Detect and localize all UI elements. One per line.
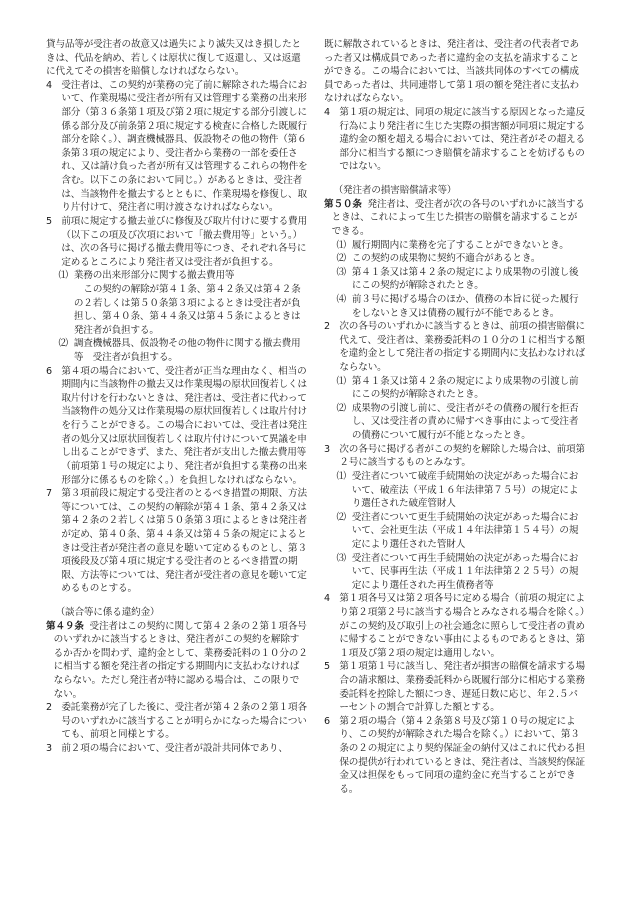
article-50-item-2	[324, 252, 586, 266]
paragraph-text: 第２項の場合（第４２条第８号及び第１０号の規定により、この契約が解除された場合を除く。）において、第３条の２の規定により契約保証金の納付又はこれに代わる担保の提供が行われているときは、発注者は、当該契約保証金又は担保をもって同項の違約金に充当することができる。	[339, 715, 585, 795]
item-number: ⑵	[336, 253, 346, 265]
item-number: ⑵	[336, 402, 346, 414]
paragraph-text: 前２項の場合において、受注者が設計共同体であり、	[61, 743, 288, 755]
article-50-item-3	[324, 266, 586, 293]
item-text: 受注者について破産手続開始の決定があった場合において、破産法（平成１６年法律第７５号）の規定により選任された破産管財人	[351, 470, 579, 510]
paragraph-number: 6	[46, 365, 52, 377]
paragraph-text: 第１項の規定は、同項の規定に該当する原因となった違反行為により発注者に生じた実際の損害額が同項に規定する違約金の額を超える場合においては、発注者がその超える部分に相当する額につき賠償を請求することを妨げるものではない。	[339, 107, 585, 173]
paragraph-number: 4	[46, 79, 52, 91]
item-number: ⑶	[336, 266, 346, 278]
paragraph-6	[46, 365, 308, 487]
article-50-paragraph-6	[324, 715, 586, 797]
item-number: ⑷	[336, 293, 346, 305]
article-number: 第４９条	[46, 620, 84, 632]
right-column	[324, 38, 586, 797]
item-text: 前３号に掲げる場合のほか、債務の本旨に従った履行をしないとき又は債務の履行が不能であるとき。	[351, 293, 579, 319]
article-49-paragraph-2	[46, 701, 308, 742]
paragraph-number: 2	[46, 702, 52, 714]
article-number: 第５０条	[324, 198, 362, 210]
article-50-paragraph-3-item-3	[324, 552, 586, 593]
article-50-heading: （発注者の損害賠償請求等）	[333, 185, 457, 197]
article-50	[324, 198, 586, 239]
article-text: 受注者はこの契約に関して第４２条の２第１項各号のいずれかに該当するときは、発注者がこの契約を解除するか否かを問わず、違約金として、業務委託料の１０分の２に相当する額を発注者の指定する期間内に支払わなければならない。ただし発注者が特に認める場合は、この限りでない。	[53, 620, 308, 700]
item-number: ⑴	[336, 470, 346, 482]
article-50-paragraph-3-item-1	[324, 470, 586, 511]
paragraph-5	[46, 215, 308, 269]
article-50-paragraph-2-item-1	[324, 375, 586, 402]
article-50-paragraph-3-item-2	[324, 511, 586, 552]
item-number: ⑵	[58, 338, 68, 350]
article-50-paragraph-5	[324, 660, 586, 714]
paragraph-text: 第１項第１号に該当し、発注者が損害の賠償を請求する場合の請求額は、業務委託料から既履行部分に相応する業務委託料を控除した額につき、遅延日数に応じ、年２.５パーセントの割合で計算した額とする。	[339, 661, 585, 714]
article-50-item-4	[324, 293, 586, 320]
paragraph-number: 3	[46, 743, 52, 755]
item-number: ⑴	[58, 270, 68, 282]
paragraph-text: 次の各号のいずれかに該当するときは、前項の損害賠償に代えて、受注者は、業務委託料の１０分の１に相当する額を違約金として発注者の指定する期間内に支払わなければならない。	[339, 321, 585, 374]
paragraph-number: 3	[324, 443, 330, 455]
item-text: この契約の成果物に契約不適合があるとき。	[351, 253, 541, 265]
paragraph-5-item-1-detail: この契約の解除が第４１条、第４２条又は第４２条の２若しくは第５０条第３項によるときは受注者が負担し、第４０条、第４４条又は第４５条によるときは発注者が負担する。	[73, 283, 301, 336]
paragraph-number: 6	[324, 715, 330, 727]
item-text: 第４１条又は第４２条の規定により成果物の引渡し前にこの契約が解除されたとき。	[351, 375, 579, 401]
article-49-paragraph-3	[46, 742, 308, 756]
item-text: 履行期間内に業務を完了することができないとき。	[351, 239, 569, 251]
item-number: ⑶	[336, 552, 346, 564]
paragraph-number: 2	[324, 321, 330, 333]
article-49-paragraph-4	[324, 106, 586, 174]
paragraph-7	[46, 487, 308, 596]
item-number: ⑴	[336, 375, 346, 387]
article-50-paragraph-2	[324, 320, 586, 374]
article-text: 発注者は、受注者が次の各号のいずれかに該当するときは、これによって生じた損害の賠償を請求することができる。	[331, 198, 585, 237]
paragraph-text: 受注者は、この契約が業務の完了前に解除された場合において、作業現場に受注者が所有又は管理する業務の出来形部分（第３６条第１項及び第２項に規定する部分引渡しに係る部分及び前条第２項に規定する検査に合格した既履行部分を除く。）、調査機械器具、仮設物その他の物件（第６条第３項の規定により、受注者から業務の一部を委任され、又は請け負った者が所有又は管理するこれらの物件を含む。以下この条において同じ。）があるときは、受注者は、当該物件を撤去するとともに、作業現場を修復し、取り片付けて、発注者に明け渡さなければならない。	[61, 79, 308, 214]
item-text: 調査機械器具、仮設物その他の物件に関する撤去費用等 受注者が負担する。	[73, 338, 301, 364]
paragraph-5-item-1	[46, 269, 308, 283]
paragraph-number: 7	[46, 488, 52, 500]
paragraph-text: 第４項の場合において、受注者が正当な理由なく、相当の期間内に当該物件の撤去又は作業現場の原状回復若しくは取片付けを行わないときは、発注者は、受注者に代わって当該物件の処分又は作業現場の原状回復若しくは取片付けを行うことができる。この場合においては、受注者は発注者の処分又は原状回復若しくは取片付けについて異議を申し出ることができず、また、発注者が支出した撤去費用等（前項第１号の規定により、発注者が負担する業務の出来形部分に係るものを除く。）を負担しなければならない。	[61, 365, 307, 486]
item-text: 成果物の引渡し前に、受注者がその債務の履行を拒否し、又は受注者の責めに帰すべき事由によって受注者の債務について履行が不能となったとき。	[351, 402, 579, 442]
item-text: 業務の出来形部分に関する撤去費用等	[73, 270, 235, 282]
paragraph-number: 5	[324, 661, 330, 673]
paragraph-4	[46, 79, 308, 215]
paragraph-text: 第３項前段に規定する受注者のとるべき措置の期限、方法等については、この契約の解除が第４１条、第４２条又は第４２条の２若しくは第５０条第３項によるときは発注者が定め、第４０条、第４４条又は第４５条の規定によるときは受注者が発注者の意見を聴いて定めるものとし、第３項後段及び第４項に規定する受注者のとるべき措置の期限、方法等については、発注者が受注者の意見を聴いて定めるものとする。	[61, 488, 307, 595]
article-50-paragraph-3	[324, 443, 586, 470]
article-50-paragraph-2-item-2	[324, 402, 586, 443]
continued-paragraph: 既に解散されているときは、発注者は、受注者の代表者であった者又は構成員であった者に違約金の支払を請求することができる。この場合においては、当該共同体のすべての構成員であった者は、共同連帯して第１項の額を発注者に支払わなければならない。	[324, 39, 579, 105]
article-50-item-1	[324, 239, 586, 253]
article-49	[46, 620, 308, 702]
item-number: ⑵	[336, 511, 346, 523]
item-text: 第４１条又は第４２条の規定により成果物の引渡し後にこの契約が解除されたとき。	[351, 266, 579, 292]
paragraph-number: 5	[46, 215, 52, 227]
paragraph-text: 委託業務が完了した後に、受注者が第４２条の２第１項各号のいずれかに該当することが明らかになった場合についても、前項と同様とする。	[61, 702, 307, 741]
paragraph-text: 次の各号に掲げる者がこの契約を解除した場合は、前項第２号に該当するものとみなす。	[339, 443, 585, 469]
paragraph-number: 4	[324, 107, 330, 119]
left-column	[46, 38, 308, 756]
paragraph-5-item-2	[46, 337, 308, 364]
item-text: 受注者について再生手続開始の決定があった場合において、民事再生法（平成１１年法律第２２５号）の規定により選任された再生債務者等	[351, 552, 579, 591]
paragraph-text: 前項に規定する撤去並びに修復及び取片付けに要する費用（以下この項及び次項において「撤去費用等」という。）は、次の各号に掲げる撤去費用等につき、それぞれ各号に定めるところにより発注者又は受注者が負担する。	[61, 215, 307, 268]
paragraph-text: 第１項各号又は第２項各号に定める場合（前項の規定により第２項第２号に該当する場合とみなされる場合を除く。）がこの契約及び取引上の社会通念に照らして受注者の責めに帰することができない事由によるものであるときは、第１項及び第２項の規定は適用しない。	[339, 593, 585, 659]
item-text: 受注者について更生手続開始の決定があった場合において、会社更生法（平成１４年法律第１５４号）の規定により選任された管財人	[351, 511, 579, 550]
continued-paragraph: 貸与品等が受注者の故意又は過失により滅失又はき損したときは、代品を納め、若しくは原状に復して返還し、又は返還に代えてその損害を賠償しなければならない。	[46, 39, 301, 78]
article-50-paragraph-4	[324, 592, 586, 660]
article-49-heading: （談合等に係る違約金）	[55, 606, 160, 618]
item-number: ⑴	[336, 239, 346, 251]
paragraph-number: 4	[324, 593, 330, 605]
